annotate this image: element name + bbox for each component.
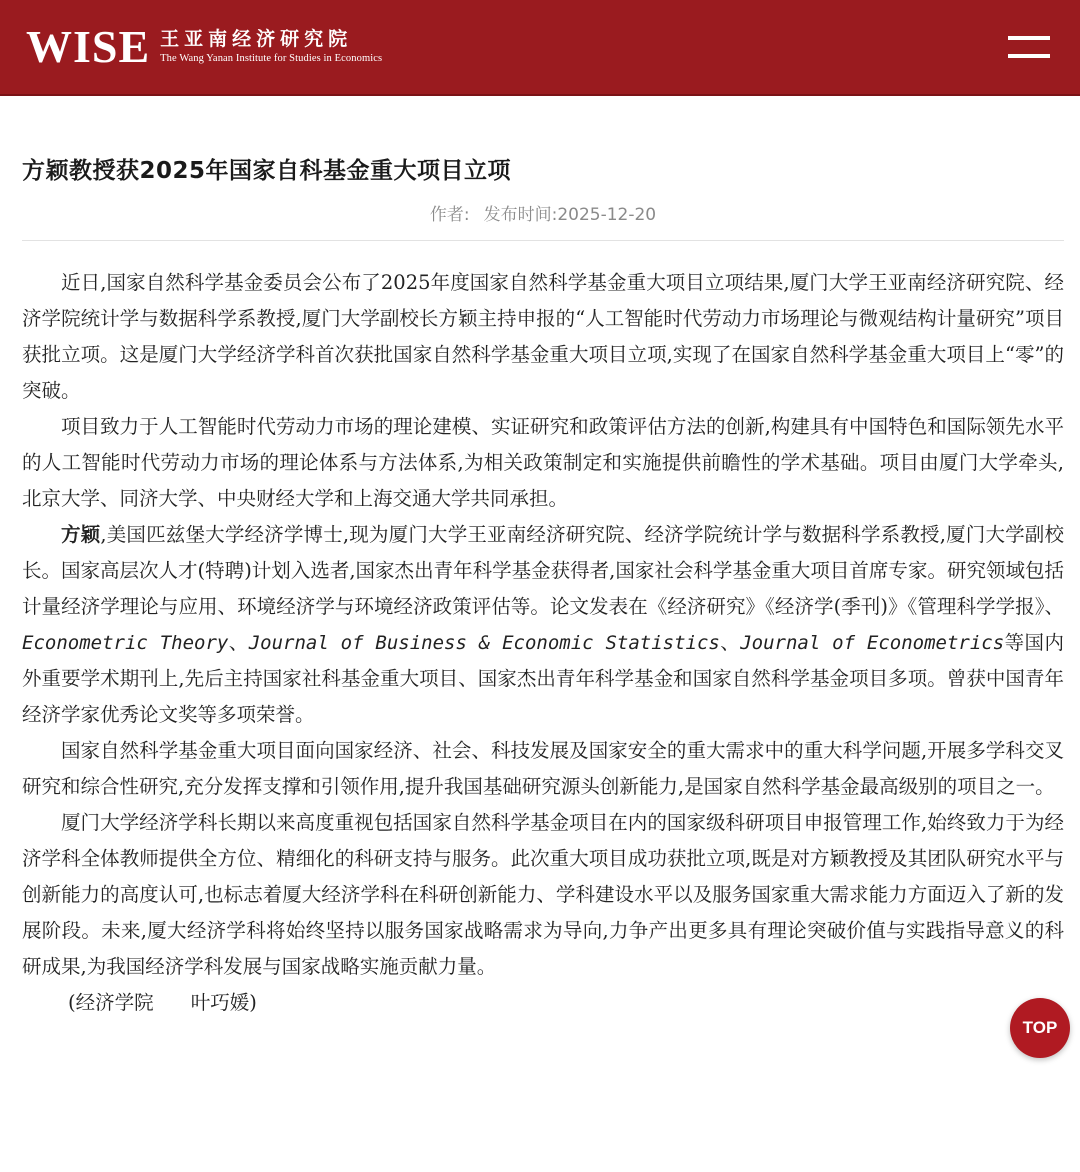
article-signature: (经济学院 叶巧媛) [68,991,257,1014]
site-logo[interactable] [26,22,382,78]
menu-bar-top [1008,36,1050,40]
journal-separator-1: 、 [228,631,249,654]
paragraph-3 [22,517,1064,733]
paragraph-2: 项目致力于人工智能时代劳动力市场的理论建模、实证研究和政策评估方法的创新,构建具有中国特色和国际领先水平的人工智能时代劳动力市场的理论体系与方法体系,为相关政策制定和实施提供前瞻性的学术基础。项目由厦门大学牵头,北京大学、同济大学、中央财经大学和上海交通大学共同承担。 [22,415,1064,510]
journal-of-econometrics: Journal of Econometrics [740,632,1005,654]
paragraph-4: 国家自然科学基金重大项目面向国家经济、社会、科技发展及国家安全的重大需求中的重大科学问题,开展多学科交叉研究和综合性研究,充分发挥支撑和引领作用,提升我国基础研究源头创新能力,是国家自然科学基金最高级别的项目之一。 [22,739,1064,798]
article-author: 作者: [429,205,470,225]
journal-separator-2: 、 [719,631,741,654]
paragraph-5: 厦门大学经济学科长期以来高度重视包括国家自然科学基金项目在内的国家级科研项目申报管理工作,始终致力于为经济学科全体教师提供全方位、精细化的科研支持与服务。此次重大项目成功获批立项,既是对方颖教授及其团队研究水平与创新能力的高度认可,也标志着厦大经济学科在科研创新能力、学科建设水平以及服务国家重大需求能力方面迈入了新的发展阶段。未来,厦大经济学科将始终坚持以服务国家战略需求为导向,力争产出更多具有理论突破价值与实践指导意义的科研成果,为我国经济学科发展与国家战略实施贡献力量。 [22,811,1064,978]
article-meta [22,204,1064,226]
article-body [22,265,1064,985]
site-header [0,0,1080,96]
journal-jbes: Journal of Business & Economic Statistics [248,632,720,654]
article-title: 方颖教授获2025年国家自科基金重大项目立项 [22,158,512,184]
logo-text [160,28,382,66]
article-publish-date: 发布时间:2025-12-20 [483,205,657,225]
article [22,96,1064,1021]
logo-chinese-name: 王亚南经济研究院 [160,28,353,50]
back-to-top-button[interactable]: TOP [1010,998,1070,1058]
menu-bar-bottom [1008,54,1050,58]
profile-name: 方颖 [61,523,101,546]
profile-text-a: ,美国匹兹堡大学经济学博士,现为厦门大学王亚南经济研究院、经济学院统计学与数据科学系教授,厦门大学副校长。国家高层次人才(特聘)计划入选者,国家杰出青年科学基金获得者,国家社会科学基金重大项目首席专家。研究领域包括计量经济学理论与应用、环境经济学与环境经济政策评估等。论文发表在《经济研究》《经济学(季刊)》《管理科学学报》、 [22,523,1064,618]
title-divider [22,240,1064,241]
paragraph-1: 近日,国家自然科学基金委员会公布了2025年度国家自然科学基金重大项目立项结果,厦门大学王亚南经济研究院、经济学院统计学与数据科学系教授,厦门大学副校长方颖主持申报的“人工智能时代劳动力市场理论与微观结构计量研究”项目获批立项。这是厦门大学经济学科首次获批国家自然科学基金重大项目立项,实现了在国家自然科学基金重大项目上“零”的突破。 [22,271,1064,402]
logo-mark: WISE [26,21,151,72]
journal-econometric-theory: Econometric Theory [22,632,229,654]
logo-english-name: The Wang Yanan Institute for Studies in Economics [160,53,383,64]
hamburger-menu-icon[interactable] [1000,30,1054,66]
profile-text-b: 等国内外重要学术期刊上,先后主持国家社科基金重大项目、国家杰出青年科学基金和国家自然科学基金项目多项。曾获中国青年经济学家优秀论文奖等多项荣誉。 [22,631,1064,726]
